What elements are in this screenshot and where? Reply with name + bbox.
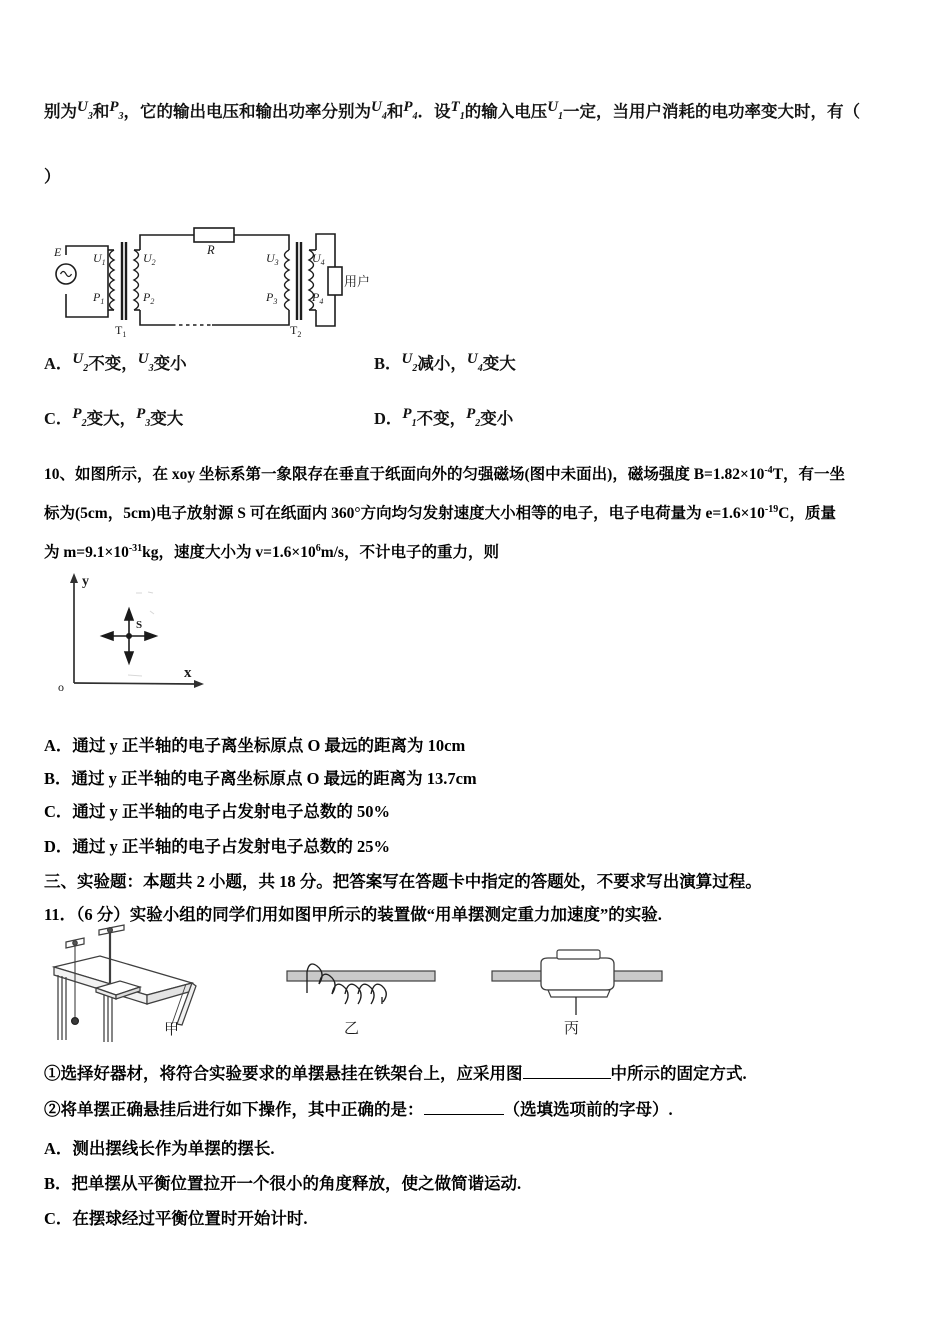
q11-sub1-text-b: 中所示的固定方式.: [610, 1064, 747, 1083]
figure-caption-jia: 甲: [164, 1021, 180, 1038]
circuit-source-label: E: [54, 245, 62, 259]
q9-option-D[interactable]: [374, 407, 513, 433]
svg-text:P2: $P_2$: [143, 290, 155, 306]
q9-option-C-tag: C．: [44, 409, 73, 428]
section3-heading: 三、实验题：本题共 2 小题，共 18 分。把答案写在答题卡中指定的答题处，不要求写出演算过程。: [44, 872, 762, 891]
q11-option-C[interactable]: C．在摆球经过平衡位置时开始计时.: [44, 1209, 308, 1228]
axis-label-x: x: [184, 665, 192, 681]
q11-sub2-text-a: ②将单摆正确悬挂后进行如下操作，其中正确的是：: [44, 1100, 424, 1119]
q10-stem-l1-end: T，有一坐: [772, 466, 846, 483]
q10-stem-l3a: 为 m=9.1×10: [44, 544, 129, 561]
q9-option-B-tag: B．: [374, 354, 402, 373]
q10-stem-l1: 10、如图所示，在 xoy 坐标系第一象限存在垂直于纸面向外的匀强磁场(图中未面出)，磁场强度 B=1.82×10: [44, 466, 765, 483]
q9-stem-d: 和: [386, 102, 404, 121]
q9-option-A-var2: $U_3$: [137, 351, 154, 374]
q9-option-A-tag: A．: [44, 354, 73, 373]
q10-stem-l2-end: C，质量: [778, 505, 836, 522]
q10-exp-3: -31: [128, 542, 143, 554]
var-P3: $P_3$: [109, 99, 124, 122]
figure-caption-bing: 丙: [564, 1020, 580, 1037]
svg-text:U2: $U_2$: [143, 251, 156, 267]
var-U4: $U_4$: [371, 99, 387, 122]
q9-stem-e: ．设: [417, 102, 451, 121]
q9-option-B-text2: 变大: [482, 354, 516, 373]
q10-option-C[interactable]: C．通过 y 正半轴的电子占发射电子总数的 50%: [44, 802, 391, 821]
svg-text:T1: $T_1$: [115, 323, 127, 337]
svg-text:P1: $P_1$: [93, 290, 105, 306]
q9-option-C-var2: $P_3$: [136, 406, 151, 429]
q9-option-D-var2: $P_2$: [466, 406, 481, 429]
q9-stem-g: 一定，当用户消耗的电功率变大时，有（: [563, 102, 861, 121]
q9-option-A[interactable]: [44, 352, 187, 378]
q11-option-B[interactable]: B．把单摆从平衡位置拉开一个很小的角度释放，使之做简谐运动.: [44, 1174, 522, 1193]
axis-label-y: y: [82, 574, 89, 589]
question11-stem: 11．（6 分）实验小组的同学们用如图甲所示的装置做“用单摆测定重力加速度”的实验.: [44, 905, 662, 924]
q11-sub2: [44, 1096, 673, 1120]
q9-stem-c: ，它的输出电压和输出功率分别为: [123, 102, 372, 121]
circuit-resistor-label: R: [207, 243, 215, 257]
q11-sub1-blank[interactable]: [523, 1062, 611, 1079]
q9-option-C-text2: 变大: [150, 409, 184, 428]
q10-option-D[interactable]: D．通过 y 正半轴的电子占发射电子总数的 25%: [44, 837, 391, 856]
q10-stem-l2: 标为(5cm，5cm)电子放射源 S 可在纸面内 360°方向均匀发射速度大小相等的电子，电子电荷量为 e=1.6×10: [44, 505, 765, 522]
q9-option-C-text1: 变大，: [86, 409, 137, 428]
q9-stem-f: 的输入电压: [464, 102, 548, 121]
circuit-load-label: 用户: [344, 274, 371, 289]
q9-option-B-var2: $U_4$: [466, 351, 483, 374]
q9-option-B-var1: $U_2$: [401, 351, 418, 374]
q9-stem-b: 和: [92, 102, 110, 121]
q10-option-A[interactable]: A．通过 y 正半轴的电子离坐标原点 O 最远的距离为 10cm: [44, 736, 466, 755]
question10-stem-line1: [44, 462, 845, 484]
q10-exp-4: 6: [315, 542, 321, 554]
q11-sub2-text-b: （选填选项前的字母）.: [503, 1100, 673, 1119]
q9-option-A-text2: 变小: [153, 354, 187, 373]
figure-caption-yi: 乙: [344, 1020, 360, 1037]
q9-option-D-text1: 不变，: [416, 409, 467, 428]
question10-stem-line3: [44, 540, 499, 562]
svg-text:U1: $U_1$: [93, 251, 106, 267]
q11-sub1-text-a: ①选择好器材，将符合实验要求的单摆悬挂在铁架台上，应采用图: [44, 1064, 523, 1083]
var-U3: $U_3$: [77, 99, 93, 122]
question10-stem-line2: [44, 501, 836, 523]
q9-option-B[interactable]: [374, 352, 516, 378]
q9-option-D-text2: 变小: [480, 409, 514, 428]
q10-option-B[interactable]: B．通过 y 正半轴的电子离坐标原点 O 最远的距离为 13.7cm: [44, 769, 477, 788]
q9-stem-a: 别为: [44, 102, 77, 121]
figure-bing: [492, 950, 662, 1015]
figure-yi: [287, 964, 435, 1004]
var-P4: $P_4$: [403, 99, 418, 122]
q9-option-D-var1: $P_1$: [402, 406, 417, 429]
var-T1: $T_1$: [450, 99, 465, 122]
q10-stem-l3b: kg，速度大小为 v=1.6×10: [142, 544, 316, 561]
question9-stem-line1: [44, 100, 860, 126]
q11-sub1: [44, 1060, 747, 1084]
origin-label: o: [58, 680, 64, 694]
question9-stem-line2: ）: [44, 167, 61, 186]
transformer-circuit-figure: [44, 222, 374, 342]
q10-exp-1: -4: [764, 464, 773, 476]
svg-text:T2: $T_2$: [290, 323, 302, 337]
source-point-label: S: [136, 619, 143, 631]
q10-stem-l3c: m/s，不计电子的重力，则: [320, 544, 499, 561]
q11-option-A[interactable]: A．测出摆线长作为单摆的摆长.: [44, 1139, 275, 1158]
q9-option-A-var1: $U_2$: [72, 351, 89, 374]
q9-option-B-text1: 减小，: [417, 354, 467, 373]
svg-text:P4: $P_4$: [312, 290, 324, 306]
q9-option-D-tag: D．: [374, 409, 403, 428]
q10-exp-2: -19: [764, 503, 779, 515]
q11-sub2-blank[interactable]: [424, 1098, 504, 1115]
q9-option-C[interactable]: [44, 407, 183, 433]
apparatus-figures: [44, 920, 664, 1050]
q9-option-A-text1: 不变，: [88, 354, 138, 373]
svg-text:U3: $U_3$: [266, 251, 279, 267]
svg-text:P3: $P_3$: [266, 290, 278, 306]
coordinate-system-figure: [44, 565, 274, 700]
var-U1: $U_1$: [547, 99, 564, 122]
q9-option-C-var1: $P_2$: [72, 406, 87, 429]
svg-text:U4: $U_4$: [312, 251, 325, 267]
